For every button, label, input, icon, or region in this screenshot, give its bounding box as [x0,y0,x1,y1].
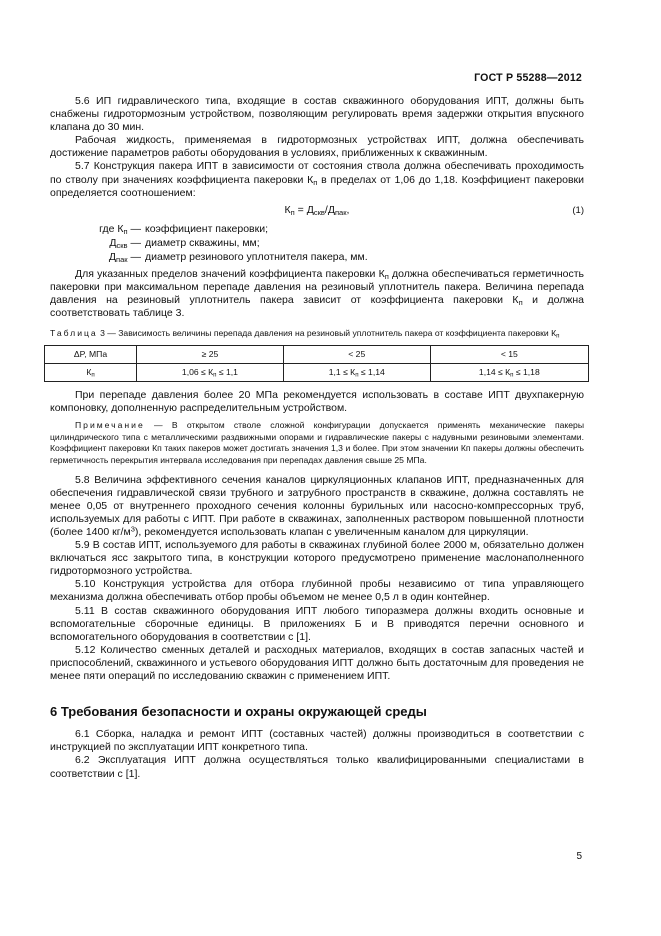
table-cell: ≥ 25 [137,345,284,363]
paragraph-5-8: 5.8 Величина эффективного сечения каналов циркуляционных клапанов ИПТ, предназначенных для обеспечения гидравлической связи трубного и затрубного пространств в скважине, должна составлять не менее 0,05 от внутреннего проходного сечения колонны бурильных или насосно-компрессорных труб, используемых для работы с ИПТ. При работе в скважинах, заполненных раствором повышенной плотности (более 1400 $кг/м^3$), рекомендуется использовать клапан с увеличенным каналом для циркуляции. [50,473,584,538]
document-code-header: ГОСТ Р 55288—2012 [474,72,582,84]
paragraph-working-fluid: Рабочая жидкость, применяемая в гидротормозных устройствах ИПТ, должна обеспечивать достижение параметров работы оборудования в условиях, приближенных к скважинным. [50,134,584,160]
paragraph-5-10: 5.10 Конструкция устройства для отбора глубинной пробы независимо от типа управляющего механизма должна обеспечивать отбор пробы объемом не менее 0,5 л в один контейнер. [50,578,584,604]
paragraph-5-12: 5.12 Количество сменных деталей и расходных материалов, входящих в состав запасных частей и приспособлений, скважинного и устьевого оборудования ИПТ должно быть достаточным для проведения не менее пяти операций по исследованию скважин с применением ИПТ. [50,643,584,683]
paragraph-5-7: 5.7 Конструкция пакера ИПТ в зависимости от состояния ствола должна обеспечивать проходимость по стволу при значениях коэффициента пакеровки $К_п$ в пределах от 1,06 до 1,18. Коэффициент пакеровки определяется соотношением: [50,160,584,199]
table-cell-head: ΔP, МПа [45,345,137,363]
formula-expression: $К_п = Д_{скв}/Д_{пак}$, [284,204,350,218]
table-cell: $1,1 \le К_п \le 1,14$ [283,363,430,381]
note: Примечание — В открытом стволе сложной конфигурации допускается применять механические пакеры цилиндрического типа с металлическими раздвижными опорами и гидравлические пакеры с надувными резиновыми элементами. Коэффициент пакеровки Кп таких пакеров может достигать значения 1,3 и более. При этом значении Кп пакеры должны обеспечить герметичность перекрытия интервала исследования при перепадах давления свыше 25 МПа. [50,419,584,465]
table-row [45,363,589,381]
section-6-title: 6 Требования безопасности и охраны окружающей среды [50,704,427,720]
paragraph-5-11: 5.11 В состав скважинного оборудования ИПТ любого типоразмера должны входить основные и вспомогательные сборочные единицы. В приложениях Б и В приводятся перечни основного и вспомогательного оборудования в соответствии с [1]. [50,604,584,643]
table-cell: $1,06 \le К_п \le 1,1$ [137,363,284,381]
formula-1 [50,203,584,219]
table-cell: $1,14 \le К_п \le 1,18$ [430,363,588,381]
paragraph-dual-packer: При перепаде давления более 20 МПа рекомендуется использовать в составе ИПТ двухпакерную компоновку, дополненную распределительным устройством. [50,388,584,414]
table-3 [44,345,589,382]
definition-row: $Д_{скв}$ — диаметр скважины, мм; [109,236,260,250]
table-3-caption: Таблица 3 — Зависимость величины перепада давления на резиновый уплотнитель пакера от коэффициента пакеровки $К_п$ [50,328,560,340]
paragraph-5-6: 5.6 ИП гидравлического типа, входящие в состав скважинного оборудования ИПТ, должны быть снабжены гидротормозным устройством, позволяющим регулировать время задержки открытия впускного клапана до 30 мин. [50,95,584,134]
formula-number: (1) [572,205,584,217]
definition-row: $Д_{пак}$ — диаметр резинового уплотнителя пакера, мм. [108,250,368,264]
table-row [45,345,589,363]
page-content [50,95,584,781]
paragraph-6-2: 6.2 Эксплуатация ИПТ должна осуществляться только квалифицированными специалистами в соответствии с [1]. [50,754,584,780]
table-cell: < 25 [283,345,430,363]
paragraph-6-1: 6.1 Сборка, наладка и ремонт ИПТ (составных частей) должны производиться в соответствии с инструкцией по эксплуатации ИПТ конкретного типа. [50,728,584,754]
definition-row: где $К_п$ — коэффициент пакеровки; [99,222,269,236]
formula-definitions [50,222,584,264]
paragraph-5-9: 5.9 В состав ИПТ, используемого для работы в скважинах глубиной более 2000 м, обязательно должен включаться ясс закрытого типа, в конструкции которого предусмотрено применение маслонаполненного гидротормозного устройства. [50,539,584,578]
table-cell-head: $К_п$ [45,363,137,381]
paragraph-limits: Для указанных пределов значений коэффициента пакеровки $К_п$ должна обеспечиваться герметичность пакеровки при максимальном перепаде давления на резиновый уплотнитель пакера. Величина перепада давления на резиновый уплотнитель пакера зависит от коэффициента пакеровки $К_п$ и должна соответствовать таблице 3. [50,267,584,320]
table-cell: < 15 [430,345,588,363]
page-number: 5 [576,851,582,862]
